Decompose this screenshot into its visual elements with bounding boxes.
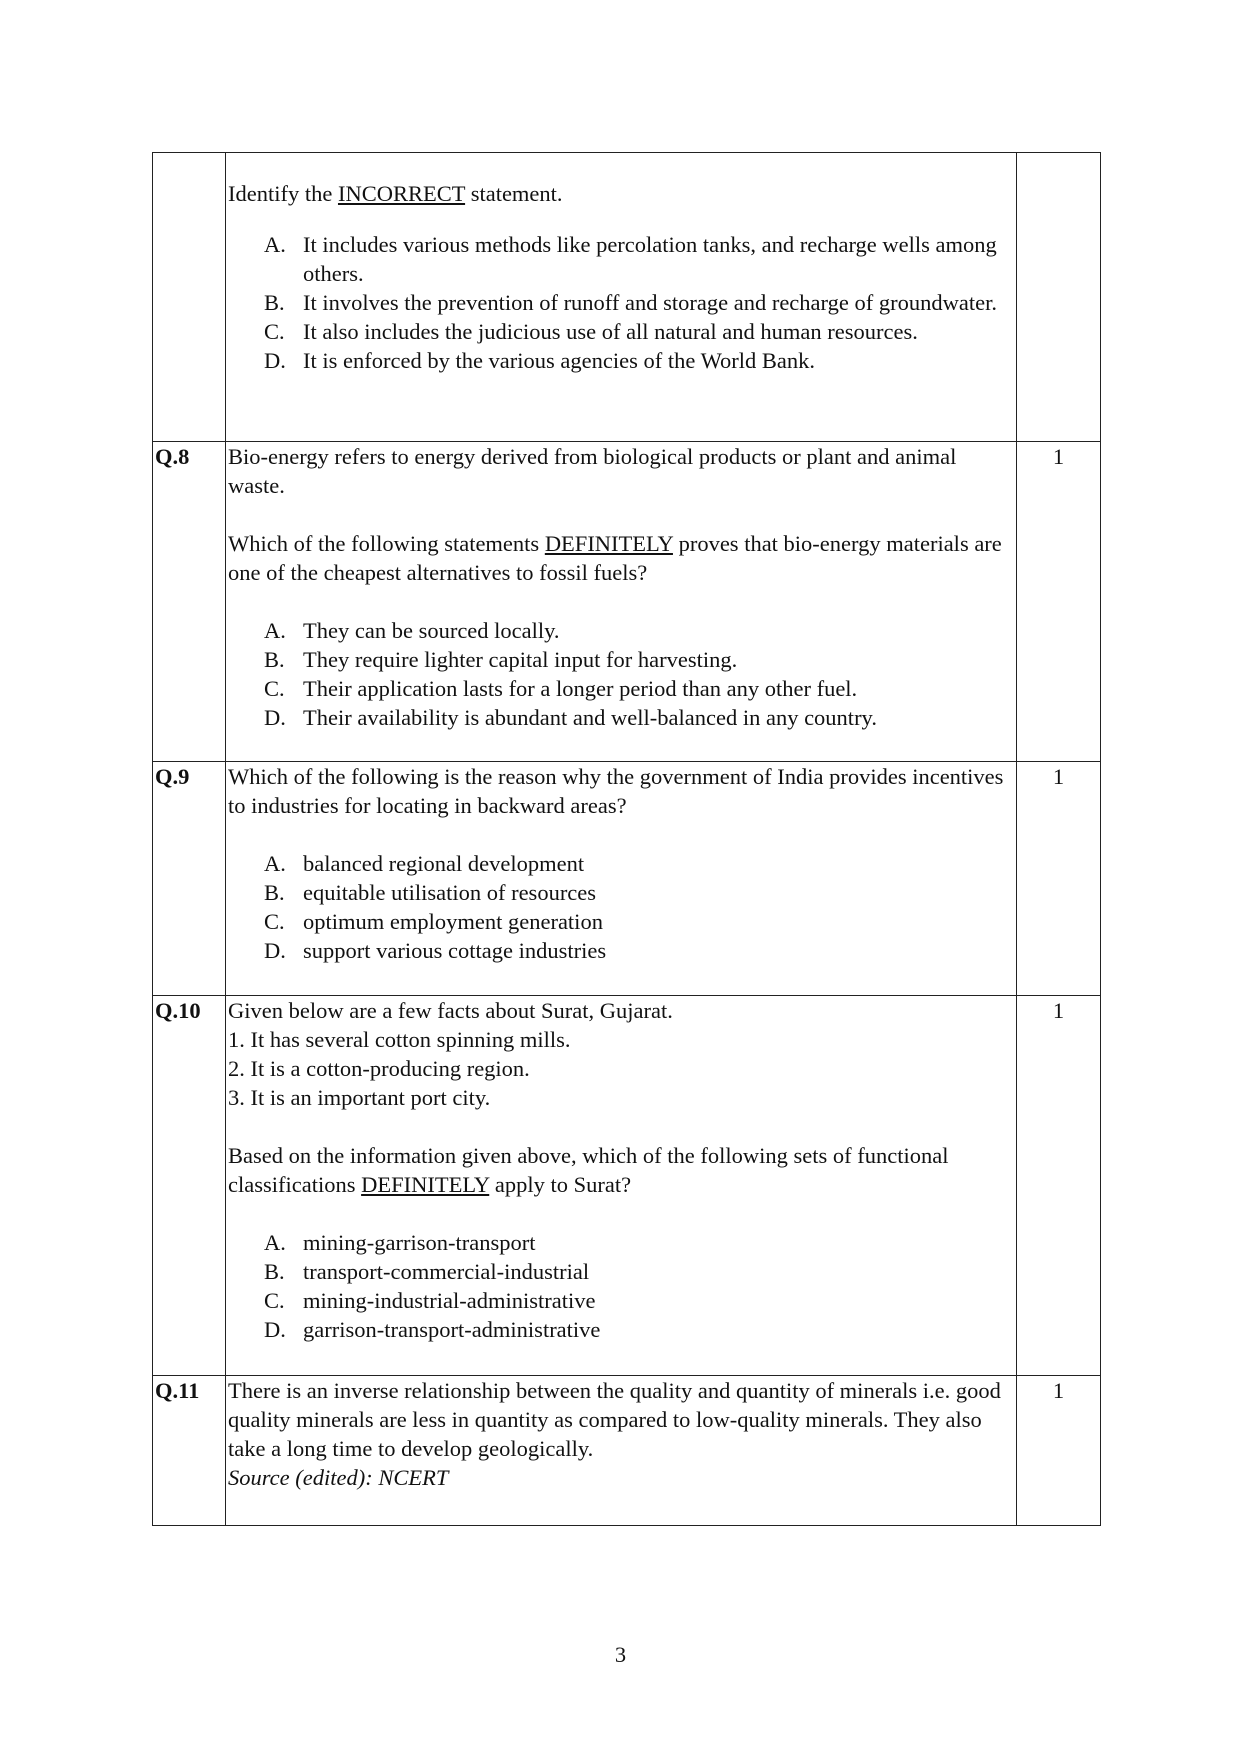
question-number-cell <box>153 1376 226 1526</box>
emphasis-definitely: DEFINITELY <box>544 531 673 556</box>
question-number: Q.11 <box>155 1378 200 1403</box>
marks-cell <box>1017 1376 1101 1526</box>
question-row-q7 <box>153 153 1101 442</box>
marks-value: 1 <box>1052 1378 1065 1403</box>
option-c: C. It also includes the judicious use of all natural and human resources. <box>264 319 918 344</box>
question-row-q9 <box>153 762 1101 996</box>
marks-cell <box>1017 442 1101 762</box>
marks-value: 1 <box>1052 764 1065 789</box>
question-passage: There is an inverse relationship between the quality and quantity of minerals i.e. good quality minerals are less in quantity as compared to low-quality minerals. They also take a long time to develop geologically. <box>228 1378 1001 1461</box>
option-d: D. support various cottage industries <box>264 938 607 963</box>
option-a: A. balanced regional development <box>264 851 585 876</box>
option-list <box>228 1228 1010 1344</box>
option-b: B. It involves the prevention of runoff and storage and recharge of groundwater. <box>264 290 997 315</box>
question-row-q10 <box>153 996 1101 1376</box>
option-list <box>228 230 1010 375</box>
question-number-cell <box>153 153 226 442</box>
question-row-q11 <box>153 1376 1101 1526</box>
question-number-cell <box>153 996 226 1376</box>
marks-value: 1 <box>1052 444 1065 469</box>
option-list <box>228 616 1010 732</box>
option-b: B. equitable utilisation of resources <box>264 880 597 905</box>
option-list <box>228 849 1010 965</box>
fact-item: 2. It is a cotton-producing region. <box>228 1056 530 1081</box>
question-stem: Identify the INCORRECT statement. <box>228 181 563 206</box>
option-c: C. Their application lasts for a longer period than any other fuel. <box>264 676 858 701</box>
option-a: A. mining-garrison-transport <box>264 1230 536 1255</box>
source-citation: Source (edited): NCERT <box>228 1465 449 1490</box>
option-d: D. garrison-transport-administrative <box>264 1317 601 1342</box>
page-number: 3 <box>614 1642 627 1667</box>
question-body-cell <box>226 1376 1017 1526</box>
question-body-cell <box>226 762 1017 996</box>
question-number-cell <box>153 762 226 996</box>
option-a: A. It includes various methods like percolation tanks, and recharge wells among others. <box>264 232 997 286</box>
marks-cell <box>1017 153 1101 442</box>
question-row-q8 <box>153 442 1101 762</box>
marks-cell <box>1017 996 1101 1376</box>
question-intro: Given below are a few facts about Surat, Gujarat. <box>228 998 673 1023</box>
option-b: B. transport-commercial-industrial <box>264 1259 590 1284</box>
marks-value: 1 <box>1052 998 1065 1023</box>
marks-cell <box>1017 762 1101 996</box>
emphasis-incorrect: INCORRECT <box>337 181 466 206</box>
question-stem: Which of the following statements DEFINITELY proves that bio-energy materials are one of the cheapest alternatives to fossil fuels? <box>228 531 1002 585</box>
question-body-cell <box>226 442 1017 762</box>
question-number: Q.9 <box>155 764 190 789</box>
question-body-cell <box>226 153 1017 442</box>
option-b: B. They require lighter capital input for harvesting. <box>264 647 738 672</box>
question-number: Q.10 <box>155 998 201 1023</box>
fact-item: 3. It is an important port city. <box>228 1085 491 1110</box>
question-table <box>152 152 1101 1526</box>
question-number: Q.8 <box>155 444 190 469</box>
emphasis-definitely: DEFINITELY <box>361 1172 490 1197</box>
option-c: C. mining-industrial-administrative <box>264 1288 596 1313</box>
fact-item: 1. It has several cotton spinning mills. <box>228 1027 571 1052</box>
option-d: D. Their availability is abundant and well-balanced in any country. <box>264 705 877 730</box>
question-number-cell <box>153 442 226 762</box>
option-a: A. They can be sourced locally. <box>264 618 560 643</box>
option-d: D. It is enforced by the various agencies of the World Bank. <box>264 348 815 373</box>
question-stem: Based on the information given above, which of the following sets of functional classifications DEFINITELY apply to Surat? <box>228 1143 949 1197</box>
question-stem: Which of the following is the reason why the government of India provides incentives to industries for locating in backward areas? <box>228 764 1004 818</box>
option-c: C. optimum employment generation <box>264 909 603 934</box>
question-body-cell <box>226 996 1017 1376</box>
question-intro: Bio-energy refers to energy derived from biological products or plant and animal waste. <box>228 444 957 498</box>
